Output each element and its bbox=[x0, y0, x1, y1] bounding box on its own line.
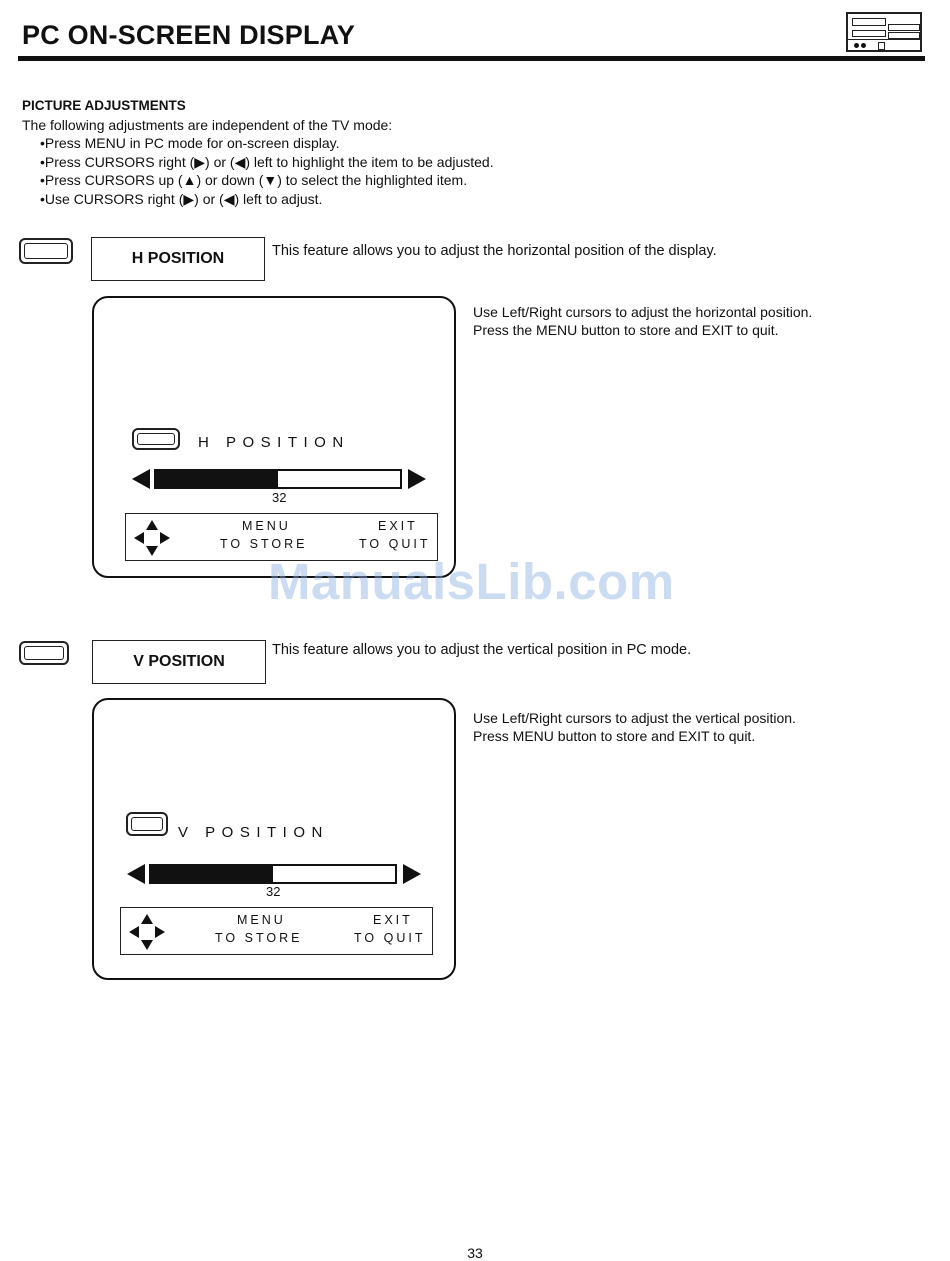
v-position-slider[interactable] bbox=[149, 864, 397, 884]
vcr-device-icon bbox=[846, 12, 922, 52]
decrease-arrow-icon[interactable] bbox=[132, 469, 150, 489]
osd-title: H POSITION bbox=[198, 434, 350, 451]
slider-fill bbox=[156, 471, 278, 487]
increase-arrow-icon[interactable] bbox=[403, 864, 421, 884]
v-position-osd-screen bbox=[92, 698, 456, 980]
h-position-label-box bbox=[91, 237, 265, 281]
h-position-osd-screen bbox=[92, 296, 456, 578]
exit-label: EXIT bbox=[378, 519, 418, 533]
title-rule bbox=[18, 56, 925, 61]
h-position-description: This feature allows you to adjust the horizontal position of the display. bbox=[272, 243, 717, 259]
store-label: TO STORE bbox=[215, 931, 303, 945]
osd-help-box bbox=[120, 907, 433, 955]
tv-screen-icon bbox=[132, 428, 180, 450]
v-position-description: This feature allows you to adjust the vertical position in PC mode. bbox=[272, 642, 692, 658]
section-heading: PICTURE ADJUSTMENTS bbox=[22, 98, 186, 113]
osd-title: V POSITION bbox=[178, 824, 329, 841]
h-position-note-2: Press the MENU button to store and EXIT to quit. bbox=[473, 322, 779, 338]
cursor-cross-icon bbox=[132, 518, 172, 558]
exit-label: EXIT bbox=[373, 913, 413, 927]
intro-text: The following adjustments are independent of the TV mode: bbox=[22, 117, 393, 133]
h-position-note-1: Use Left/Right cursors to adjust the horizontal position. bbox=[473, 304, 813, 320]
slider-fill bbox=[151, 866, 273, 882]
instruction-item: •Press CURSORS up (▲) or down (▼) to select the highlighted item. bbox=[40, 172, 468, 188]
v-position-label-box bbox=[92, 640, 266, 684]
watermark: ManualsLib.com bbox=[268, 553, 675, 610]
quit-label: TO QUIT bbox=[359, 537, 431, 551]
instruction-item: •Use CURSORS right (▶) or (◀) left to adjust. bbox=[40, 190, 323, 207]
menu-label: MENU bbox=[242, 519, 291, 533]
slider-value: 32 bbox=[266, 884, 281, 899]
quit-label: TO QUIT bbox=[354, 931, 426, 945]
h-position-label: H POSITION bbox=[131, 250, 225, 267]
menu-label: MENU bbox=[237, 913, 286, 927]
slider-value: 32 bbox=[272, 490, 287, 505]
v-position-label: V POSITION bbox=[133, 653, 225, 670]
tv-screen-icon bbox=[19, 641, 69, 665]
decrease-arrow-icon[interactable] bbox=[127, 864, 145, 884]
v-position-note-2: Press MENU button to store and EXIT to quit. bbox=[473, 728, 756, 744]
cursor-cross-icon bbox=[127, 912, 167, 952]
tv-screen-icon bbox=[126, 812, 168, 836]
h-position-slider[interactable] bbox=[154, 469, 402, 489]
instruction-item: •Press CURSORS right (▶) or (◀) left to highlight the item to be adjusted. bbox=[40, 153, 494, 170]
increase-arrow-icon[interactable] bbox=[408, 469, 426, 489]
v-position-note-1: Use Left/Right cursors to adjust the vertical position. bbox=[473, 710, 796, 726]
page-number: 33 bbox=[467, 1245, 483, 1261]
page-title: PC ON-SCREEN DISPLAY bbox=[22, 20, 356, 50]
store-label: TO STORE bbox=[220, 537, 308, 551]
instruction-item: •Press MENU in PC mode for on-screen display. bbox=[40, 135, 340, 151]
instruction-list bbox=[40, 134, 494, 208]
tv-screen-icon bbox=[19, 238, 73, 264]
